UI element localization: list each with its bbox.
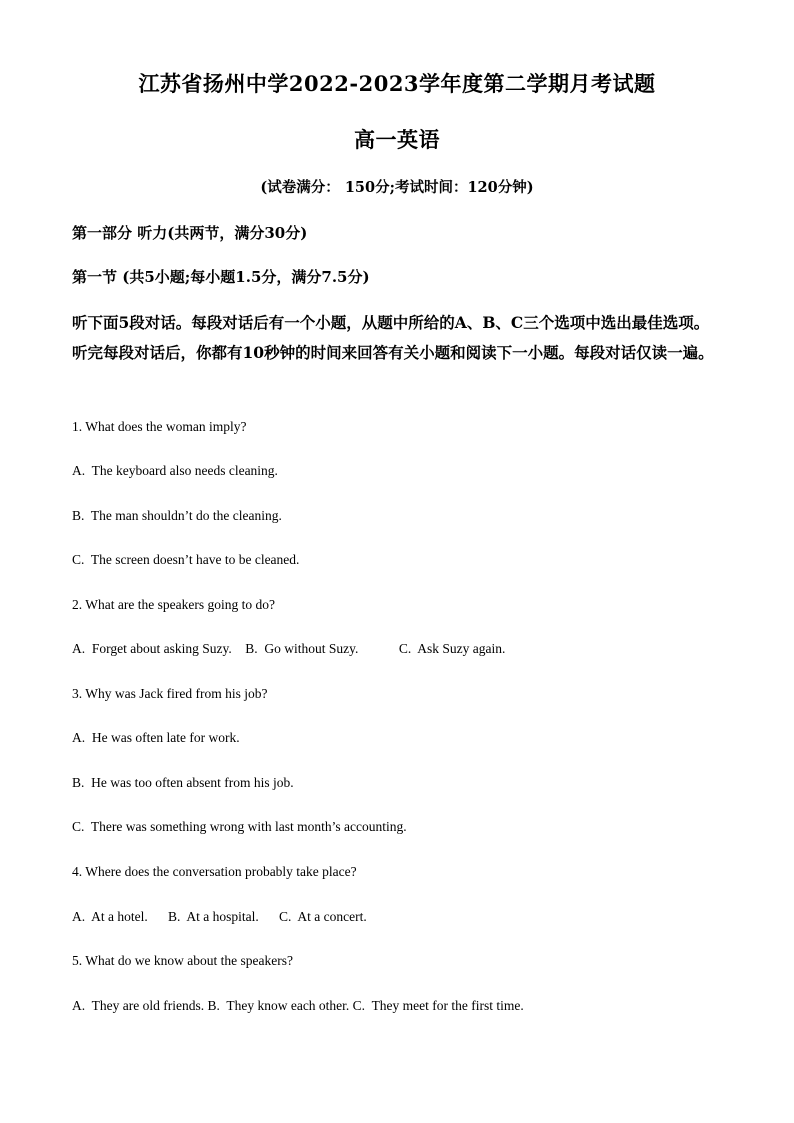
question-2-stem: 2. What are the speakers going to do? xyxy=(72,597,275,612)
exam-title: 江苏省扬州中学2022-2023学年度第二学期月考试题 xyxy=(138,71,656,96)
question-3-option-b: B. He was too often absent from his job. xyxy=(72,775,294,790)
question-1-option-b: B. The man shouldn’t do the cleaning. xyxy=(72,508,282,523)
question-4-stem: 4. Where does the conversation probably take place? xyxy=(72,864,357,879)
question-3-option-c: C. There was something wrong with last month’s accounting. xyxy=(72,819,407,834)
question-5-stem: 5. What do we know about the speakers? xyxy=(72,953,293,968)
exam-meta: (试卷满分： 150分;考试时间：120分钟) xyxy=(260,179,534,196)
question-5-options: A. They are old friends. B. They know each other. C. They meet for the first time. xyxy=(72,998,524,1013)
question-1-stem: 1. What does the woman imply? xyxy=(72,419,247,434)
question-3-stem: 3. Why was Jack fired from his job? xyxy=(72,686,268,701)
exam-subject: 高一英语 xyxy=(354,127,440,152)
listening-instructions: 听下面5段对话。每段对话后有一个小题，从题中所给的A、B、C三个选项中选出最佳选项。听完每段对话后，你都有10秒钟的时间来回答有关小题和阅读下一小题。每段对话仅读一遍。 xyxy=(72,313,714,362)
question-4-options: A. At a hotel. B. At a hospital. C. At a concert. xyxy=(72,909,367,924)
question-1-option-c: C. The screen doesn’t have to be cleaned. xyxy=(72,552,300,567)
question-3-option-a: A. He was often late for work. xyxy=(72,730,240,745)
question-2-options: A. Forget about asking Suzy. B. Go without Suzy. C. Ask Suzy again. xyxy=(72,641,506,656)
question-1-option-a: A. The keyboard also needs cleaning. xyxy=(72,463,278,478)
section1-heading: 第一节 (共5小题;每小题1.5分，满分7.5分) xyxy=(72,268,370,286)
part1-heading: 第一部分 听力(共两节，满分30分) xyxy=(72,224,308,242)
